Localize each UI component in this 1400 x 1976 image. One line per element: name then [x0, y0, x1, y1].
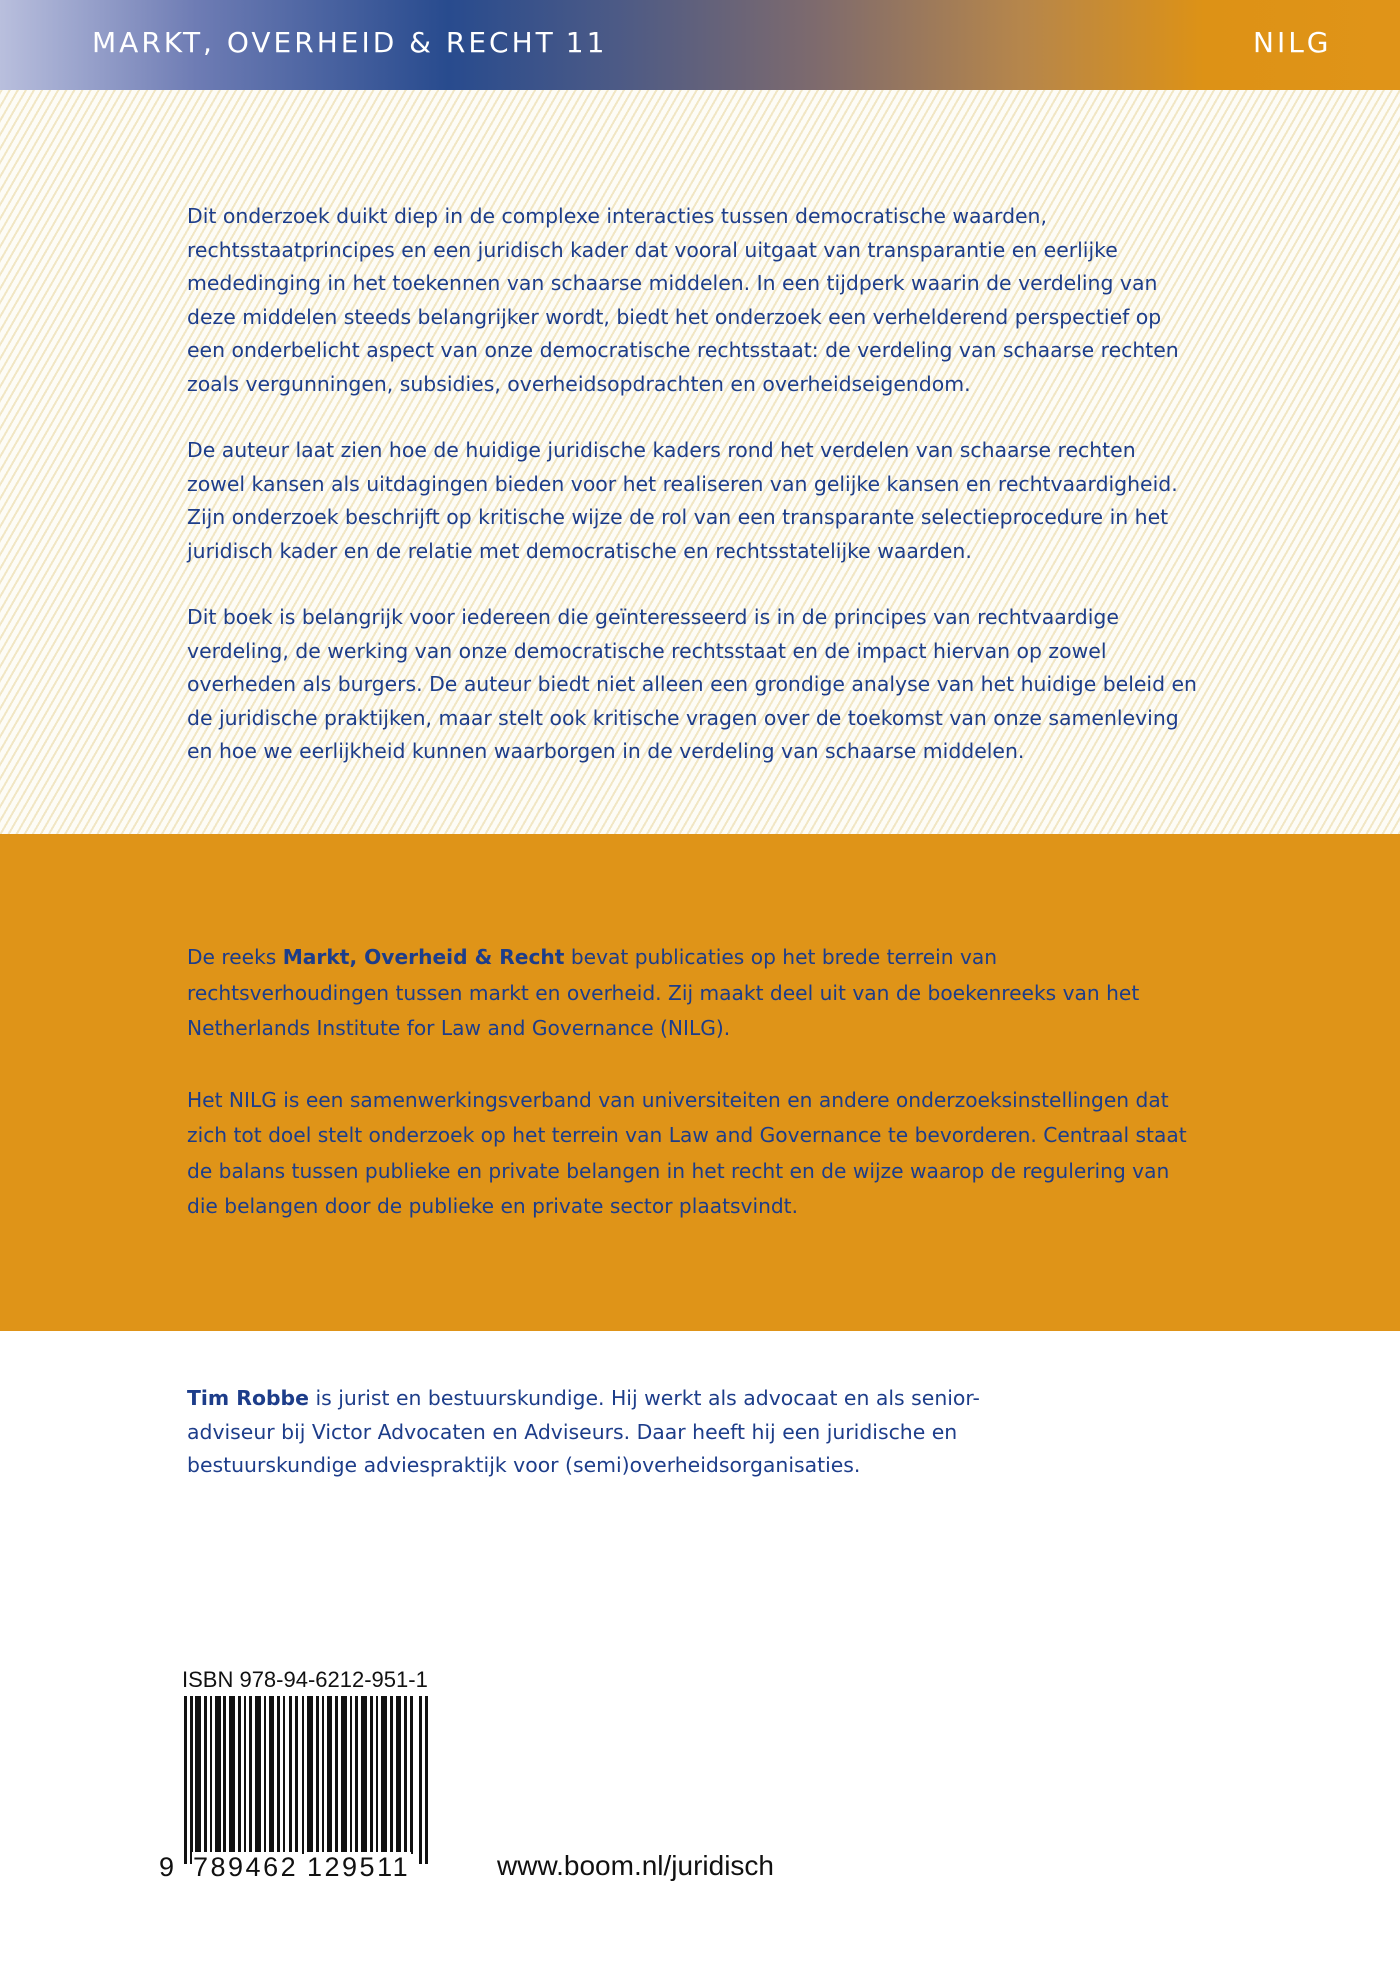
publisher-website[interactable]: www.boom.nl/juridisch [497, 1850, 774, 1881]
description-paragraph: Dit boek is belangrijk voor iedereen die geïnteresseerd is in de principes van rechtvaardige verdeling, de werking van onze democratische rechtsstaat en de impact hiervan op zowel overheden als burgers. De auteur biedt niet alleen een grondige analyse van het huidige beleid en de juridische praktijken, maar stelt ook kritische vragen over de toekomst van onze samenleving en hoe we eerlijkheid kunnen waarborgen in de verdeling van schaarse middelen. [187, 605, 1197, 763]
series-header-band [0, 0, 1400, 90]
description-paragraph: Dit onderzoek duikt diep in de complexe interacties tussen democratische waarden, rechtsstaatprincipes en een juridisch kader dat vooral uitgaat van transparantie en eerlijke mededinging in het toekennen van schaarse middelen. In een tijdperk waarin de verdeling van deze middelen steeds belangrijker wordt, biedt het onderzoek een verhelderend perspectief op een onderbelicht aspect van onze democratische rechtsstaat: de verdeling van schaarse rechten zoals vergunningen, subsidies, overheidsopdrachten en overheidseigendom. [187, 204, 1179, 396]
isbn-barcode [184, 1696, 434, 1864]
series-intro-suffix: bevat publicaties op het brede terrein van rechtsverhoudingen tussen markt en overheid. Zij maakt deel uit van de boekenreeks van het Netherlands Institute for Law and Governance (NILG). [187, 945, 1140, 1040]
series-intro-prefix: De reeks [187, 945, 283, 969]
volume-number: 11 [565, 26, 608, 59]
author-bio-text: is jurist en bestuurskundige. Hij werkt als advocaat en als senior-adviseur bij Victor Advocaten en Adviseurs. Daar heeft hij een juridische en bestuurskundige adviespraktijk voor (semi)overheidsorganisaties. [187, 1386, 980, 1477]
description-paragraph: De auteur laat zien hoe de huidige juridische kaders rond het verdelen van schaarse rechten zowel kansen als uitdagingen bieden voor het realiseren van gelijke kansen en rechtvaardigheid. Zijn onderzoek beschrijft op kritische wijze de rol van een transparante selectieprocedure in het juridisch kader en de relatie met democratische en rechtsstatelijke waarden. [187, 438, 1178, 563]
barcode-digits-left: 789462 [193, 1852, 299, 1882]
nilg-paragraph: Het NILG is een samenwerkingsverband van universiteiten en andere onderzoeksinstellingen dat zich tot doel stelt onderzoek op het terrein van Law and Governance te bevorderen. Centraal staat de balans tussen publieke en private belangen in het recht en de wijze waarop de regulering van die belangen door de publieke en private sector plaatsvindt. [187, 1087, 1187, 1218]
barcode-digits-right: 129511 [307, 1852, 411, 1882]
isbn-label: ISBN 978-94-6212-951-1 [182, 1667, 428, 1692]
author-name: Tim Robbe [187, 1386, 309, 1410]
series-name-bold: Markt, Overheid & Recht [282, 945, 565, 969]
barcode-digit-first: 9 [159, 1852, 175, 1882]
publisher-short-name: NILG [1253, 26, 1332, 59]
series-title-text: MARKT, OVERHEID & RECHT [92, 26, 556, 59]
series-intro-paragraph [187, 940, 1197, 1047]
author-bio [187, 1382, 1067, 1483]
series-information [187, 940, 1197, 1261]
series-title [92, 26, 607, 59]
book-description [187, 200, 1197, 802]
barcode-digits [158, 1852, 434, 1882]
